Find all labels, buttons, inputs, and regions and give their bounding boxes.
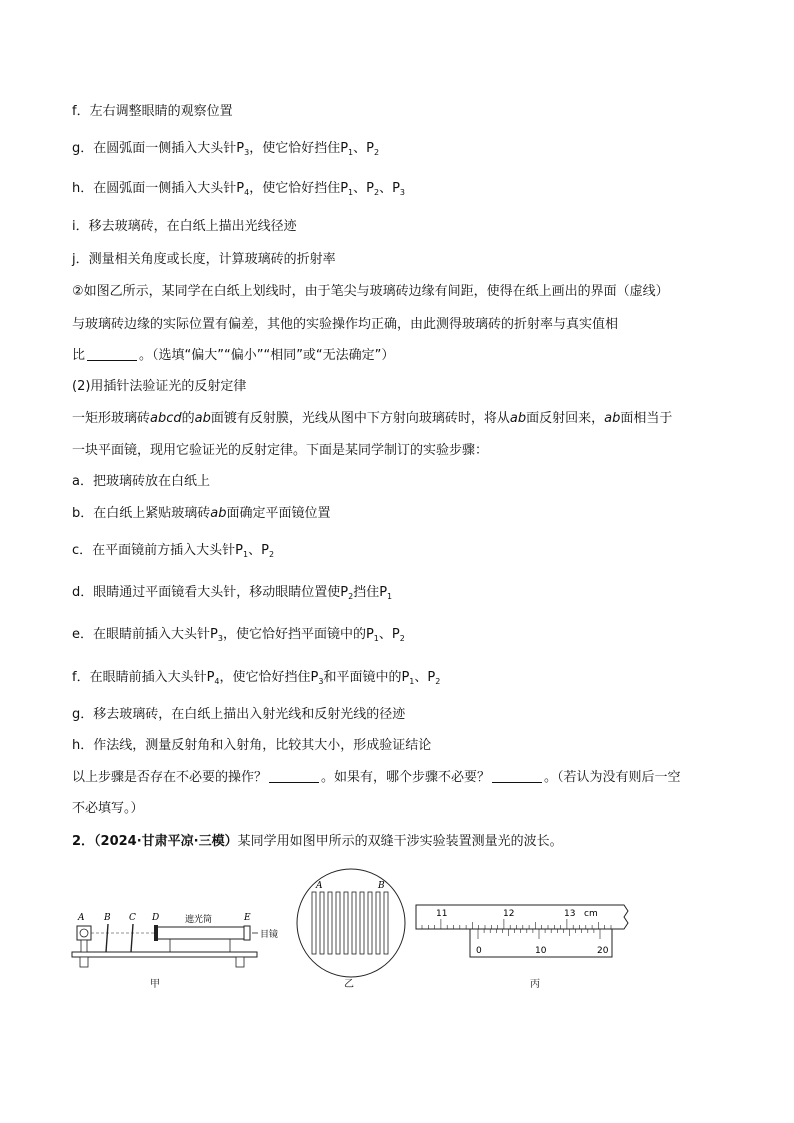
bright-fringe — [328, 892, 332, 954]
figure-jia-label: 甲 — [150, 979, 160, 990]
step-g2: g．移去玻璃砖，在白纸上描出入射光线和反射光线的径迹 — [72, 707, 406, 722]
part2-title: (2)用插针法验证光的反射定律 — [72, 379, 247, 394]
problem-2: 2．（2024·甘肃平凉·三模）某同学用如图甲所示的双缝干涉实验装置测量光的波长。 — [72, 834, 563, 849]
step-f2: f．在眼睛前插入大头针$P_4$，使它恰好挡住$P_3$和平面镜中的$P_1$、$P_2$ — [72, 670, 441, 686]
filter-b — [106, 924, 108, 952]
main-tick-12: 12 — [503, 909, 515, 919]
step-b: b．在白纸上紧贴玻璃砖ab面确定平面镜位置 — [72, 506, 331, 521]
figure-jia-apparatus — [70, 900, 290, 988]
part2-intro2: 一块平面镜，现用它验证光的反射定律。下面是某同学制订的实验步骤： — [72, 443, 489, 458]
vernier-scale — [470, 929, 612, 957]
answer-blank[interactable] — [87, 348, 137, 361]
label-c: C — [129, 913, 136, 923]
label-e: E — [244, 913, 251, 923]
vernier-tick-10: 10 — [535, 946, 547, 956]
step-h: h．在圆弧面一侧插入大头针$P_4$，使它恰好挡住$P_1$、$P_2$、$P_3$ — [72, 181, 405, 197]
question-2-line2: 与玻璃砖边缘的实际位置有偏差，其他的实验操作均正确，由此测得玻璃砖的折射率与真实值相 — [72, 317, 619, 332]
question-2-line3: 比 。（选填“偏大”“偏小”“相同”或“无法确定”） — [72, 348, 395, 363]
label-d: D — [152, 913, 160, 923]
label-b: B — [104, 913, 111, 923]
answer-blank-1[interactable] — [269, 770, 319, 783]
step-f: f．左右调整眼睛的观察位置 — [72, 104, 233, 119]
bright-fringe — [320, 892, 324, 954]
figure-yi-fringes — [294, 866, 408, 980]
slit-c — [131, 924, 133, 952]
figure-bing-vernier — [414, 903, 630, 967]
optical-bench — [72, 952, 257, 967]
eyepiece-label: 目镜 — [260, 930, 279, 940]
main-scale — [416, 905, 628, 929]
step-e: e．在眼睛前插入大头针$P_3$，使它恰好挡平面镜中的$P_1$、$P_2$ — [72, 627, 405, 643]
bright-fringe — [368, 892, 372, 954]
step-i: i．移去玻璃砖，在白纸上描出光线径迹 — [72, 219, 297, 234]
bright-fringe — [384, 892, 388, 954]
figure-yi-label: 乙 — [344, 979, 354, 990]
step-j: j．测量相关角度或长度，计算玻璃砖的折射率 — [72, 252, 336, 267]
light-tube — [154, 925, 250, 952]
label-fringe-a: A — [316, 881, 323, 891]
answer-blank-2[interactable] — [492, 770, 542, 783]
tube-label: 遮光筒 — [185, 915, 213, 925]
bright-fringe — [312, 892, 316, 954]
label-fringe-b: B — [378, 881, 385, 891]
part2-question-line2: 不必填写。） — [72, 801, 144, 816]
vernier-tick-0: 0 — [476, 946, 482, 956]
light-source — [77, 926, 91, 952]
bright-fringe — [336, 892, 340, 954]
question-2-line1: ②如图乙所示，某同学在白纸上划线时，由于笔尖与玻璃砖边缘有间距，使得在纸上画出的界面（虚线） — [72, 284, 669, 299]
bright-fringe — [344, 892, 348, 954]
step-g: g．在圆弧面一侧插入大头针$P_3$，使它恰好挡住$P_1$、$P_2$ — [72, 141, 380, 157]
step-d: d．眼睛通过平面镜看大头针，移动眼睛位置使$P_2$挡住$P_1$ — [72, 585, 393, 601]
vernier-tick-20: 20 — [597, 946, 609, 956]
step-c: c．在平面镜前方插入大头针$P_1$、$P_2$ — [72, 543, 275, 559]
part2-intro1: 一矩形玻璃砖abcd的ab面镀有反射膜，光线从图中下方射向玻璃砖时，将从ab面反射回来，ab面相当于 — [72, 411, 673, 426]
bright-fringe — [376, 892, 380, 954]
main-tick-11: 11 — [436, 909, 448, 919]
main-tick-13: 13 — [564, 909, 576, 919]
step-h2: h．作法线，测量反射角和入射角，比较其大小，形成验证结论 — [72, 738, 432, 753]
bright-fringe — [352, 892, 356, 954]
part2-question-line1: 以上步骤是否存在不必要的操作？ 。如果有，哪个步骤不必要？ 。（若认为没有则后一空 — [72, 770, 681, 785]
figure-bing-label: 丙 — [530, 979, 540, 990]
label-a: A — [78, 913, 85, 923]
bright-fringe — [360, 892, 364, 954]
unit-cm: cm — [584, 909, 598, 919]
step-a: a．把玻璃砖放在白纸上 — [72, 474, 210, 489]
